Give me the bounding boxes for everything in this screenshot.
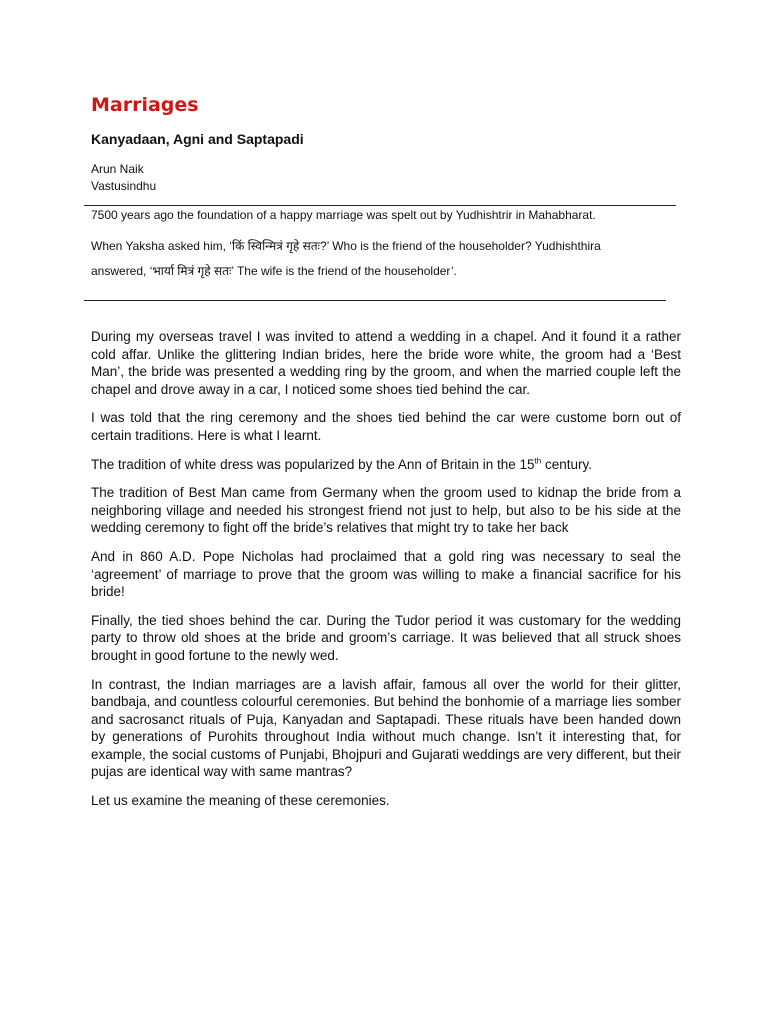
yaksha-quote: When Yaksha asked him, ‘किं स्विन्मित्रं गृहे सतः?’ Who is the friend of the householder? Yudhishthira answered, ‘भार्या मित्रं गृहे सतः’ The wife is the friend of the householder’. (91, 239, 601, 278)
ordinal-superscript: th (534, 456, 542, 466)
white-dress-text-end: century. (541, 456, 592, 472)
paragraph-chapel-wedding: During my overseas travel I was invited to attend a wedding in a chapel. And it found it a rather cold affar. Unlike the glittering Indian brides, here the bride wore white, the groom had a ‘Best Man’, the bride was presented a wedding ring by the groom, and when the married couple left the chapel and drove away in a car, I noticed some shoes tied behind the car. (91, 329, 681, 397)
paragraph-white-dress (91, 456, 681, 474)
paragraph-best-man: The tradition of Best Man came from Germany when the groom used to kidnap the bride from a neighboring village and needed his strongest friend not just to help, but also to be his side at the wedding ceremony to fight off the bride’s relatives that might try to take her back (91, 485, 681, 536)
paragraph-tied-shoes: Finally, the tied shoes behind the car. During the Tudor period it was customary for the wedding party to throw old shoes at the bride and groom’s carriage. It was believed that all struck shoes brought in good fortune to the newly wed. (91, 612, 681, 663)
document-subtitle: Kanyadaan, Agni and Saptapadi (91, 131, 304, 147)
paragraph-gold-ring: And in 860 A.D. Pope Nicholas had proclaimed that a gold ring was necessary to seal the ‘agreement’ of marriage to prove that the groom was willing to make a financial sacrifice for his bride! (91, 548, 681, 600)
paragraph-traditions: I was told that the ring ceremony and the shoes tied behind the car were custome born out of certain traditions. Here is what I learnt. (91, 410, 681, 443)
author-block (91, 161, 156, 195)
bottom-divider (84, 300, 666, 301)
document-title: Marriages (91, 94, 199, 116)
white-dress-text: The tradition of white dress was popularized by the Ann of Britain in the 15 (91, 456, 535, 472)
paragraph-indian-marriages: In contrast, the Indian marriages are a lavish affair, famous all over the world for their glitter, bandbaja, and countless colourful ceremonies. But behind the bonhomie of a marriage lies somber and sacrosanct rituals of Puja, Kanyadan and Saptapadi. These rituals have been handed down by generations of Purohits throughout India without much change. Isn’t it interesting that, for example, the social customs of Punjabi, Bhojpuri and Gujarati weddings are very different, but their pujas are identical way with same mantras? (91, 676, 681, 780)
article-body (91, 328, 681, 810)
intro-line: 7500 years ago the foundation of a happy marriage was spelt out by Yudhishtrir in Mahabharat. (91, 208, 596, 222)
intro-quote-block (91, 206, 681, 284)
author-name: Arun Naik (91, 162, 144, 176)
paragraph-closing: Let us examine the meaning of these ceremonies. (91, 793, 390, 809)
author-organization: Vastusindhu (91, 179, 157, 193)
